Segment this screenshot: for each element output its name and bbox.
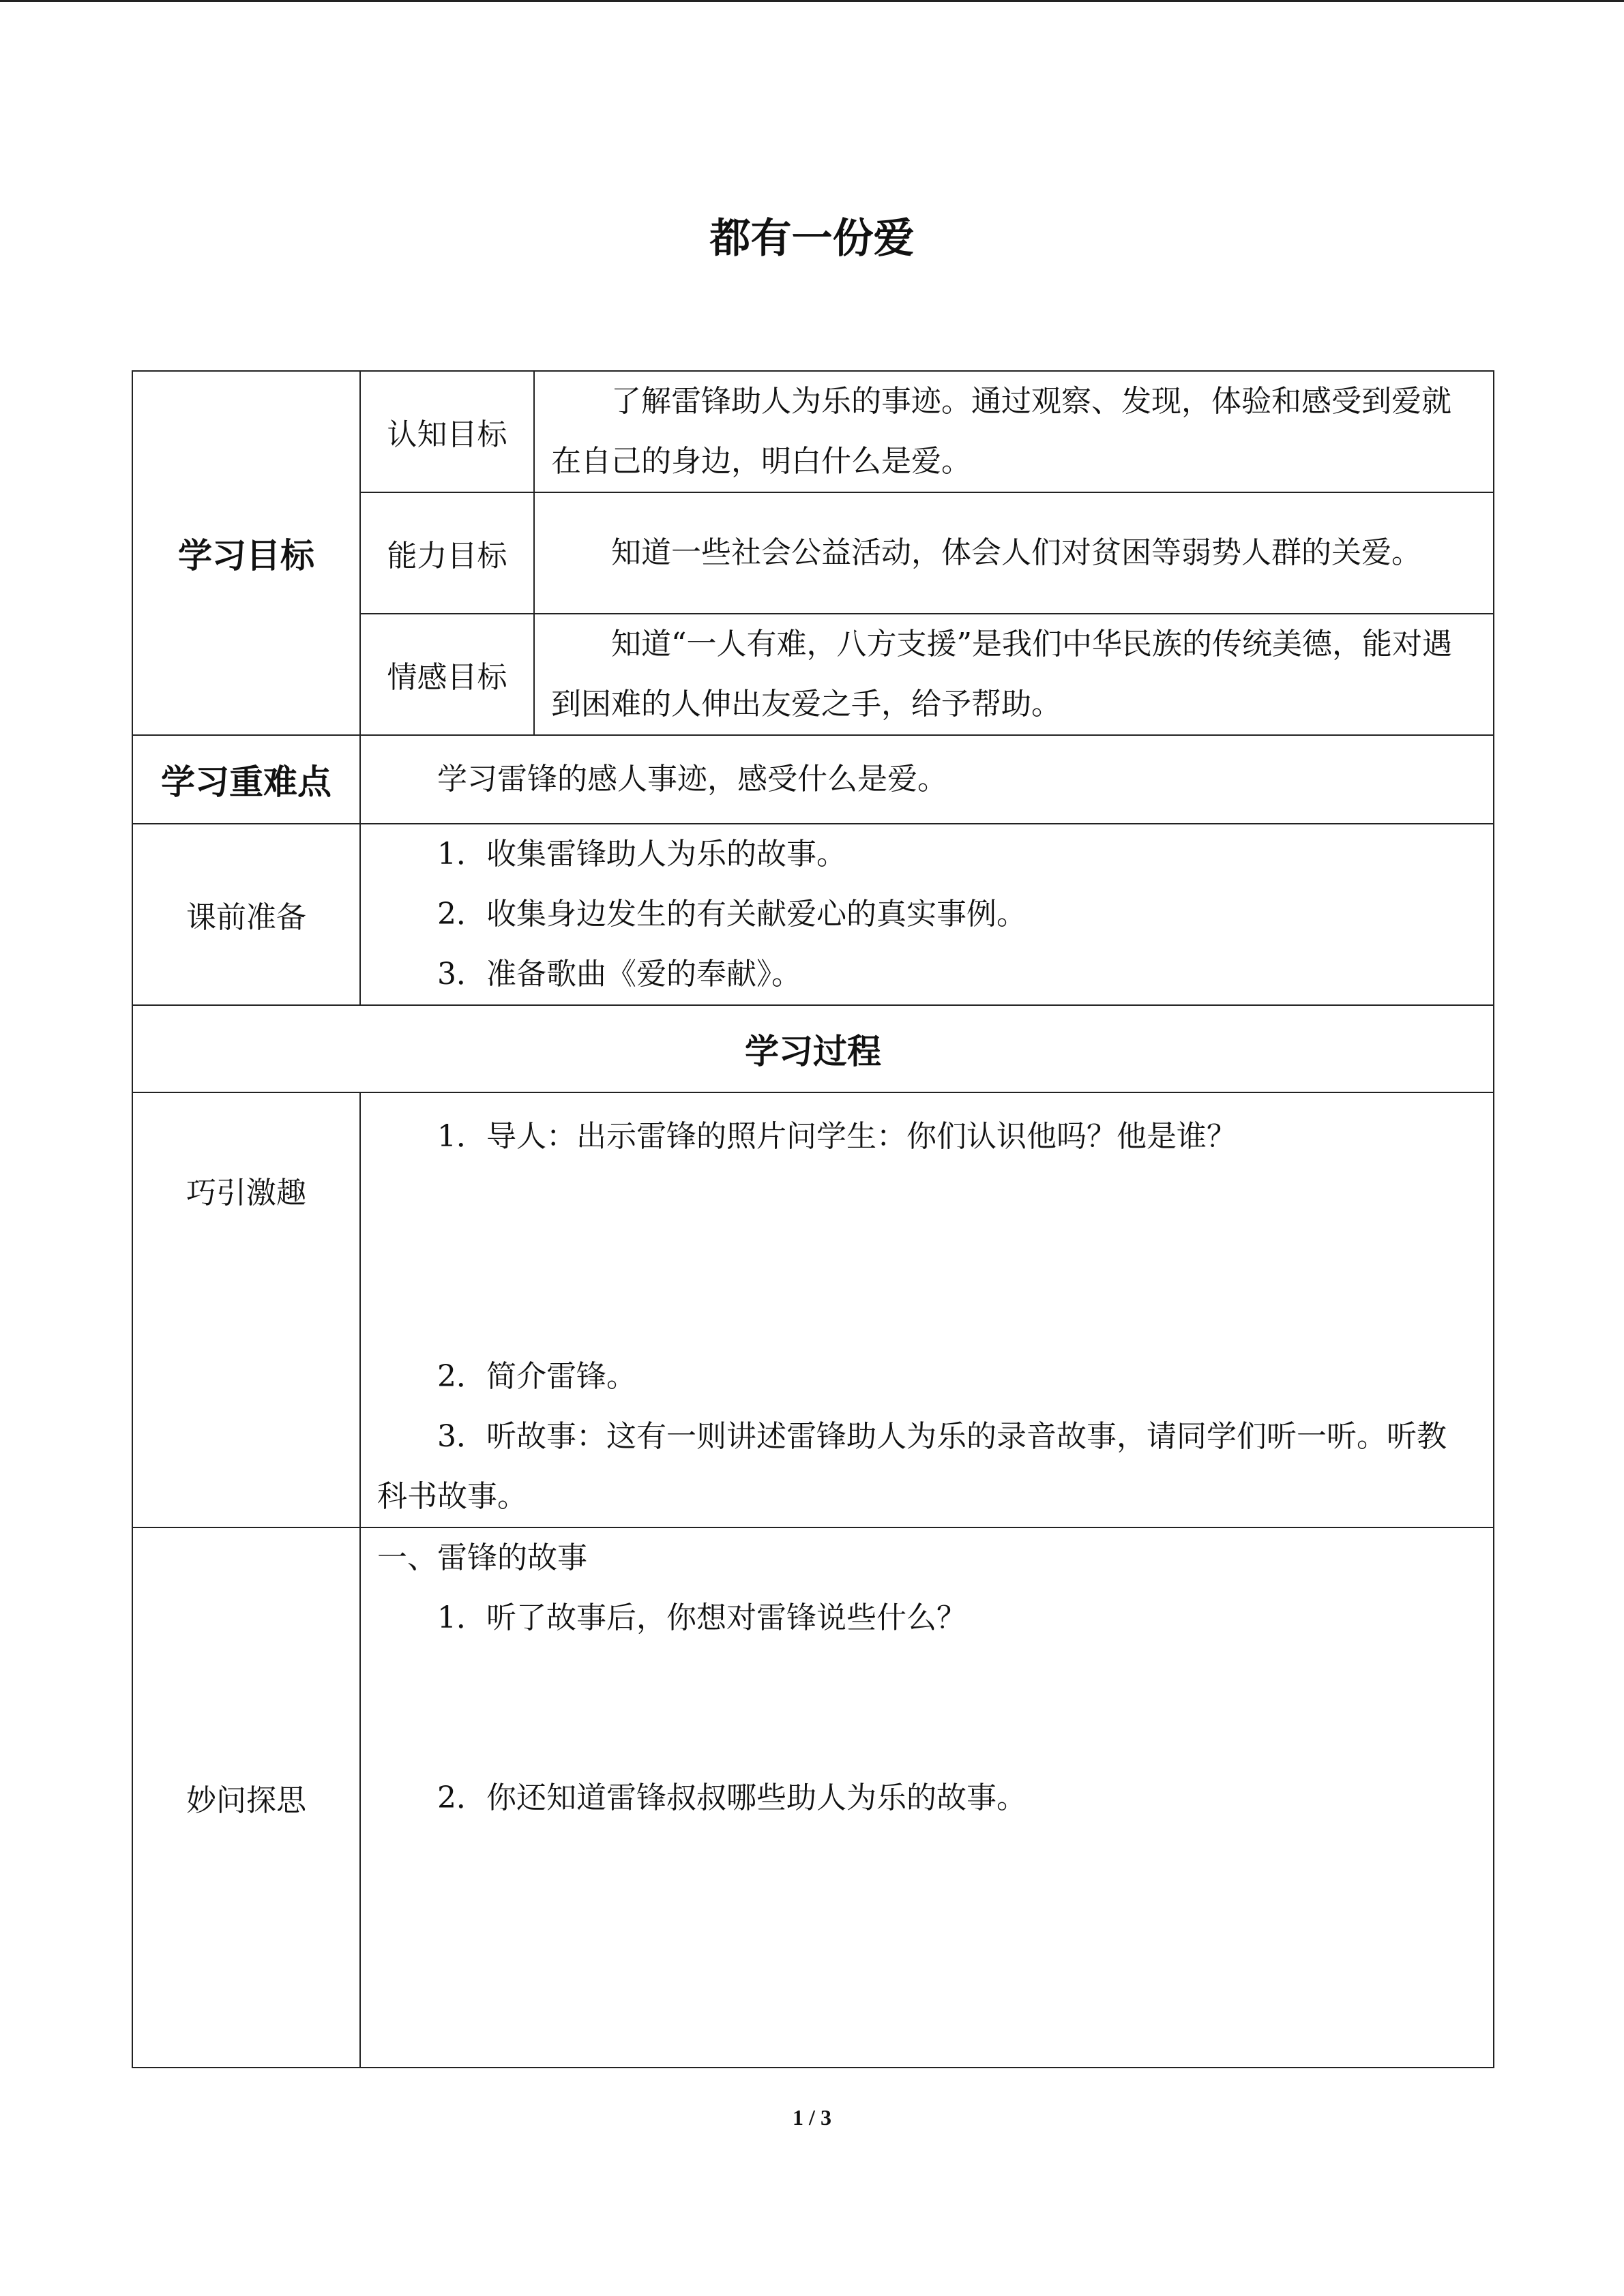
preparation-item-3: 3．准备歌曲《爱的奉献》。 [437, 957, 801, 992]
intro-row [132, 1092, 1494, 1527]
key-points-row [132, 735, 1494, 824]
preparation-cell [360, 824, 1494, 1005]
intro-label-text: 巧引激趣 [186, 1176, 306, 1210]
objective-text-cognitive: 了解雷锋助人为乐的事迹。通过观察、发现，体验和感受到爱就在自己的身边，明白什么是爱。 [534, 371, 1494, 492]
explore-label: 妙问探思 [132, 1527, 360, 2068]
intro-item-3: 3．听故事：这有一则讲述雷锋助人为乐的录音故事，请同学们听一听。听教科书故事。 [377, 1419, 1447, 1514]
objective-text-emotion: 知道“一人有难，八方支援”是我们中华民族的传统美德，能对遇到困难的人伸出友爱之手，给予帮助。 [534, 614, 1494, 735]
process-heading-row [132, 1005, 1494, 1092]
intro-item-1: 1．导人：出示雷锋的照片问学生：你们认识他吗？他是谁？ [437, 1119, 1237, 1154]
explore-section-title: 一、雷锋的故事 [377, 1540, 587, 1575]
process-heading: 学习过程 [132, 1005, 1494, 1092]
explore-blank-space [377, 1648, 1473, 1768]
explore-cell [360, 1527, 1494, 2068]
page-top-border [0, 0, 1624, 2]
preparation-row [132, 824, 1494, 1005]
preparation-item-2: 2．收集身边发生的有关献爱心的真实事例。 [437, 897, 1027, 931]
key-points-cell [360, 735, 1494, 824]
objective-row-cognitive [132, 371, 1494, 492]
objective-label-emotion: 情感目标 [360, 614, 534, 735]
objective-label-ability: 能力目标 [360, 492, 534, 614]
intro-cell [360, 1092, 1494, 1527]
objectives-label: 学习目标 [132, 371, 360, 735]
explore-item-1: 1．听了故事后，你想对雷锋说些什么？ [437, 1600, 966, 1635]
objective-text-ability: 知道一些社会公益活动，体会人们对贫困等弱势人群的关爱。 [534, 492, 1494, 614]
page-number: 1 / 3 [793, 2105, 831, 2130]
lesson-plan-table [132, 370, 1494, 2068]
explore-item-2: 2．你还知道雷锋叔叔哪些助人为乐的故事。 [437, 1780, 1027, 1815]
intro-blank-space [377, 1167, 1473, 1347]
key-points-text: 学习雷锋的感人事迹，感受什么是爱。 [437, 762, 947, 796]
intro-label [132, 1092, 360, 1527]
preparation-label: 课前准备 [132, 824, 360, 1005]
objective-label-cognitive: 认知目标 [360, 371, 534, 492]
key-points-label: 学习重难点 [132, 735, 360, 824]
preparation-item-1: 1．收集雷锋助人为乐的故事。 [437, 837, 846, 871]
document-title: 都有一份爱 [709, 215, 915, 263]
explore-row [132, 1527, 1494, 2068]
intro-item-2: 2．简介雷锋。 [437, 1359, 636, 1394]
